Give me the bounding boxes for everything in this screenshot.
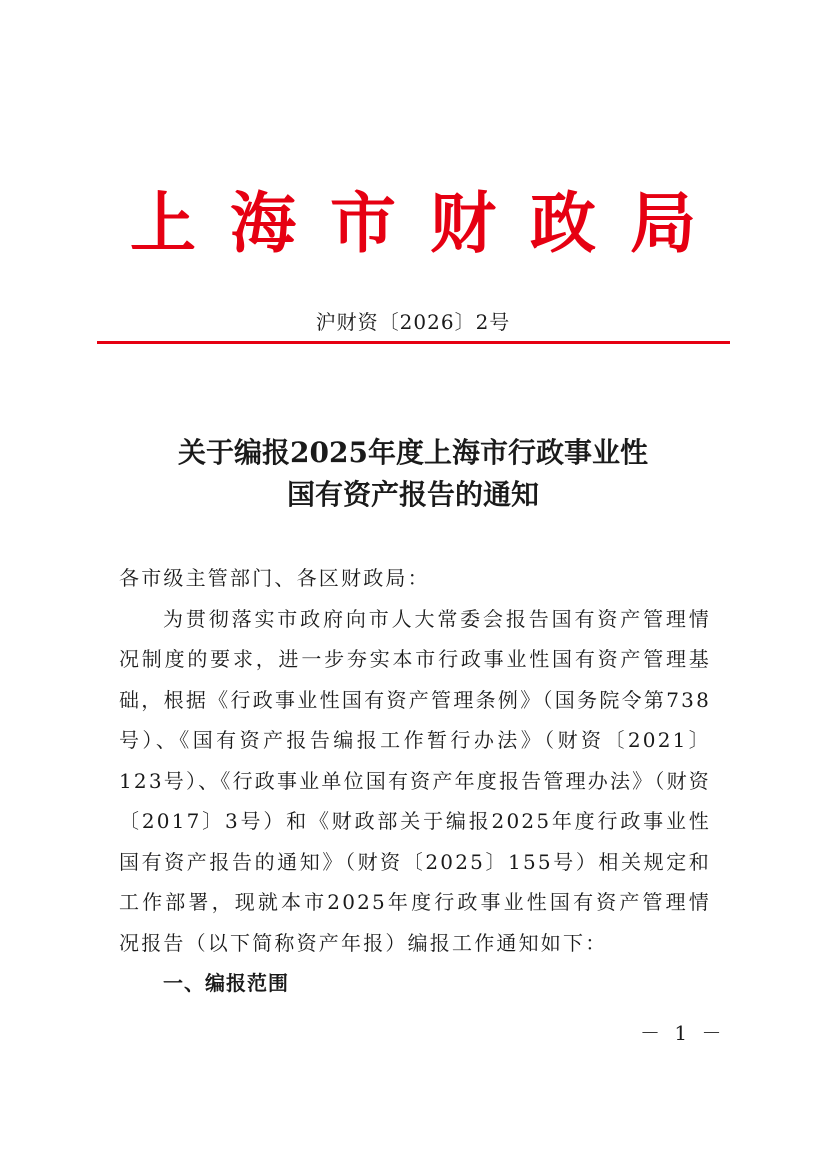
- notice-title: [0, 432, 826, 516]
- section-heading: 一、编报范围: [163, 971, 289, 995]
- document-number: 沪财资〔2026〕2号: [315, 310, 511, 334]
- red-divider-line: [97, 341, 730, 344]
- notice-title-line-1: 关于编报2025年度上海市行政事业性: [178, 436, 648, 469]
- page-number: － 1 －: [640, 1021, 726, 1045]
- notice-title-line-2: 国有资产报告的通知: [286, 478, 539, 511]
- issuing-authority-title: 上海市财政局: [130, 184, 730, 262]
- notice-body: [119, 558, 711, 1003]
- body-paragraph: 为贯彻落实市政府向市人大常委会报告国有资产管理情况制度的要求，进一步夯实本市行政事业性国有资产管理基础，根据《行政事业性国有资产管理条例》（国务院令第738号）、《国有资产报告编报工作暂行办法》（财资〔2021〕123号）、《行政事业单位国有资产年度报告管理办法》（财资〔2017〕3号）和《财政部关于编报2025年度行政事业性国有资产报告的通知》（财资〔2025〕155号）相关规定和工作部署，现就本市2025年度行政事业性国有资产管理情况报告（以下简称资产年报）编报工作通知如下：: [119, 606, 711, 955]
- salutation: 各市级主管部门、各区财政局：: [119, 566, 430, 590]
